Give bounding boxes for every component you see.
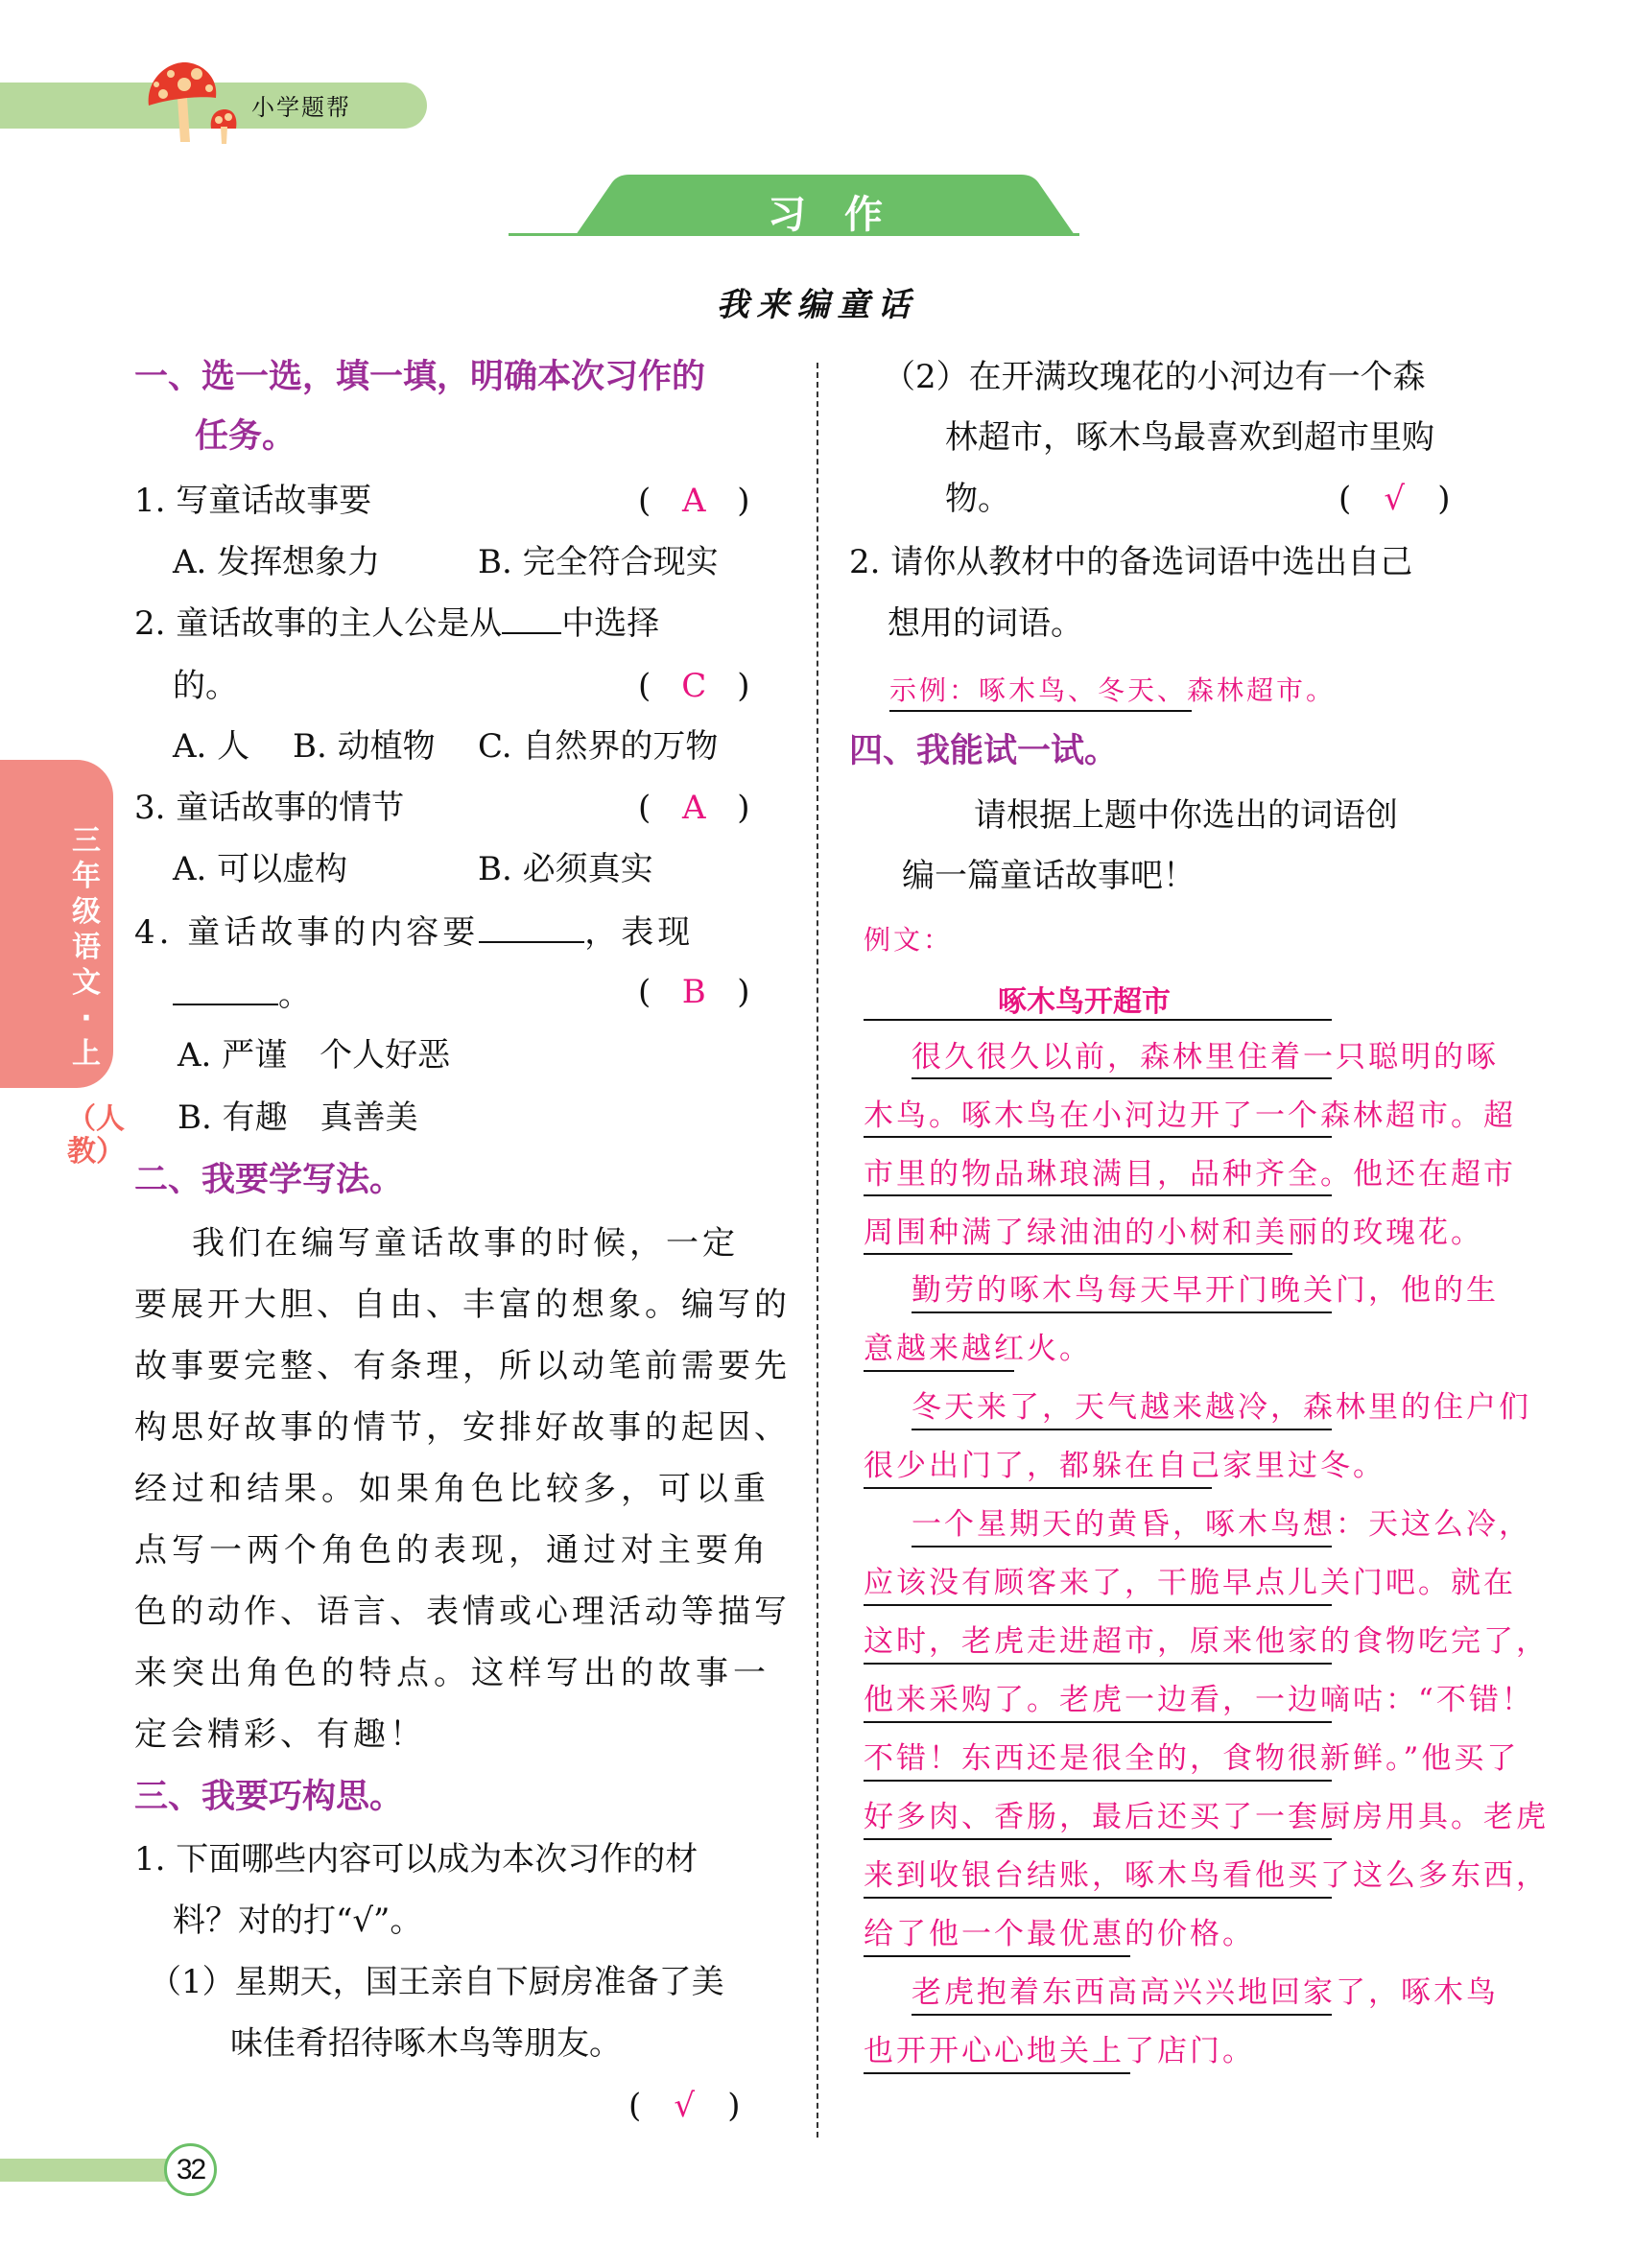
q4-text-cont: 。 (173, 976, 311, 1014)
section2-heading: 二、我要学写法。 (134, 1161, 404, 1199)
q2-option-b: B. 动植物 (293, 727, 436, 766)
page-number: 32 (164, 2143, 217, 2196)
essay-line-10: 应该没有顾客来了，干脆早点儿关门吧。就在 (864, 1566, 1516, 1600)
s3-item1-text: （1）星期天，国王亲自下厨房准备了美 (149, 1963, 724, 2001)
essay-underline (864, 1370, 1014, 1372)
essay-line-1: 很久很久以前，森林里住着一只聪明的啄 (912, 1040, 1499, 1075)
brand-logo-text: 小学题帮 (251, 94, 351, 121)
s3-item1-answer: √ (674, 2087, 696, 2125)
s3-item2-text-end: 物。 (945, 480, 1010, 518)
essay-line-3: 市里的物品琳琅满目，品种齐全。他还在超市 (864, 1157, 1516, 1192)
q1-option-b: B. 完全符合现实 (478, 543, 719, 581)
essay-line-12: 他来采购了。老虎一边看，一边嘀咕：“不错！ (864, 1683, 1534, 1717)
essay-line-17: 老虎抱着东西高高兴兴地回家了，啄木鸟 (912, 1975, 1499, 2010)
section3-heading: 三、我要巧构思。 (134, 1778, 404, 1816)
q3-answer-box: ( A ) (638, 789, 750, 827)
section2-line-2: 要展开大胆、自由、丰富的想象。编写的 (134, 1286, 791, 1324)
grade-label: 三年级语文·上 (72, 824, 101, 1071)
essay-underline (864, 1136, 1332, 1138)
section1-heading: 一、选一选，填一填，明确本次习作的 (134, 358, 706, 396)
essay-line-16: 给了他一个最优惠的价格。 (864, 1917, 1255, 1951)
essay-underline (912, 2014, 1332, 2016)
q2-blank (502, 605, 561, 634)
essay-underline (864, 1780, 1332, 1782)
q1-text: 1. 写童话故事要 (134, 482, 372, 520)
essay-line-2: 木鸟。啄木鸟在小河边开了一个森林超市。超 (864, 1099, 1516, 1133)
essay-underline (912, 1429, 1332, 1430)
q3-text: 3. 童话故事的情节 (134, 789, 405, 827)
q2-answer: C (681, 667, 707, 705)
s3-item2-text: （2）在开满玫瑰花的小河边有一个森 (883, 358, 1426, 396)
q2-text-cont: 的。 (173, 667, 238, 705)
s3-item1-answer-box: ( √ ) (628, 2087, 741, 2125)
s3-item1-text-cont: 味佳肴招待啄木鸟等朋友。 (230, 2024, 622, 2063)
s3-item2-text-cont: 林超市，啄木鸟最喜欢到超市里购 (945, 418, 1434, 457)
s3-q2-text-cont: 想用的词语。 (888, 604, 1083, 643)
essay-underline (864, 1487, 1212, 1489)
essay-line-14: 好多肉、香肠，最后还买了一套厨房用具。老虎 (864, 1800, 1549, 1834)
essay-title-rule (864, 1019, 1332, 1021)
section2-line-6: 点写一两个角色的表现，通过对主要角 (134, 1531, 770, 1570)
mushroom-icon (144, 59, 240, 146)
essay-line-8: 很少出门了，都躲在自己家里过冬。 (864, 1449, 1385, 1483)
q4-option-a: A. 严谨 个人好恶 (178, 1036, 451, 1075)
q3-answer: A (681, 789, 706, 827)
q4-blank-2 (173, 977, 278, 1005)
q2-answer-box: ( C ) (638, 667, 750, 705)
q4-text: 4. 童话故事的内容要 ，表现 (134, 913, 695, 952)
section1-heading-cont: 任务。 (195, 417, 296, 456)
essay-underline (912, 1077, 1332, 1079)
essay-underline (864, 1194, 1332, 1196)
essay-underline (864, 1721, 1332, 1723)
q2-option-a: A. 人 (173, 727, 250, 766)
essay-line-5: 勤劳的啄木鸟每天早开门晚关门，他的生 (912, 1273, 1499, 1308)
essay-line-4: 周围种满了绿油油的小树和美丽的玫瑰花。 (864, 1216, 1483, 1250)
edition-label: （人教） (67, 1102, 125, 1169)
essay-underline (864, 2072, 1130, 2074)
q3-option-a: A. 可以虚构 (173, 850, 348, 888)
essay-line-13: 不错！东西还是很全的，食物很新鲜。”他买了 (864, 1741, 1520, 1776)
s3-q1-text: 1. 下面哪些内容可以成为本次习作的材 (134, 1840, 699, 1878)
section2-line-3: 故事要完整、有条理，所以动笔前需要先 (134, 1347, 791, 1385)
column-divider (817, 363, 818, 2138)
essay-line-7: 冬天来了，天气越来越冷，森林里的住户们 (912, 1390, 1531, 1425)
section-title-tab (576, 175, 1075, 235)
essay-line-6: 意越来越红火。 (864, 1332, 1092, 1366)
s3-q1-text-cont: 料？对的打“√”。 (173, 1902, 423, 1940)
s4-prompt-cont: 编一篇童话故事吧！ (902, 857, 1196, 895)
q4-answer-box: ( B ) (638, 973, 750, 1011)
q4-blank-1 (479, 914, 584, 943)
s3-item2-answer: √ (1384, 480, 1406, 518)
s4-prompt: 请根据上题中你选出的词语创 (974, 796, 1398, 835)
essay-underline (864, 1663, 1332, 1665)
q1-answer: A (681, 482, 706, 520)
essay-underline (864, 1253, 1292, 1255)
essay-underline (864, 1955, 1130, 1957)
section2-line-4: 构思好故事的情节，安排好故事的起因、 (134, 1408, 791, 1447)
essay-title: 啄木鸟开超市 (998, 985, 1171, 1019)
essay-line-18: 也开开心心地关上了店门。 (864, 2034, 1255, 2068)
q3-option-b: B. 必须真实 (478, 850, 653, 888)
q4-option-b: B. 有趣 真善美 (178, 1099, 418, 1137)
section2-line-9: 定会精彩、有趣！ (134, 1715, 426, 1754)
q1-answer-box: ( A ) (638, 482, 750, 520)
section2-line-5: 经过和结果。如果角色比较多，可以重 (134, 1470, 770, 1508)
s3-q2-answer: 示例：啄木鸟、冬天、森林超市。 (889, 674, 1337, 706)
section2-line-1: 我们在编写童话故事的时候，一定 (192, 1224, 739, 1263)
s3-item2-answer-box: ( √ ) (1338, 480, 1451, 518)
q4-answer: B (681, 973, 706, 1011)
section2-line-7: 色的动作、语言、表情或心理活动等描写 (134, 1593, 791, 1631)
page-subtitle: 我来编童话 (716, 286, 918, 324)
essay-line-9: 一个星期天的黄昏，啄木鸟想：天这么冷， (912, 1507, 1531, 1542)
s3-q2-text: 2. 请你从教材中的备选词语中选出自己 (849, 543, 1413, 581)
essay-line-15: 来到收银台结账，啄木鸟看他买了这么多东西， (864, 1858, 1549, 1893)
footer-band (0, 2159, 173, 2182)
essay-underline (864, 1604, 1332, 1606)
essay-underline (864, 1838, 1332, 1840)
section-title: 习作 (768, 193, 921, 237)
essay-underline (912, 1311, 1332, 1313)
answer-underline (889, 710, 1192, 712)
essay-underline (864, 1897, 1332, 1899)
q1-option-a: A. 发挥想象力 (173, 543, 381, 581)
essay-line-11: 这时，老虎走进超市，原来他家的食物吃完了， (864, 1624, 1549, 1659)
q2-text: 2. 童话故事的主人公是从 中选择 (134, 604, 660, 643)
section4-heading: 四、我能试一试。 (849, 732, 1119, 770)
section2-line-8: 来突出角色的特点。这样写出的故事一 (134, 1654, 770, 1692)
q2-option-c: C. 自然界的万物 (478, 727, 719, 766)
example-label: 例文： (864, 924, 954, 956)
essay-underline (912, 1546, 1332, 1547)
